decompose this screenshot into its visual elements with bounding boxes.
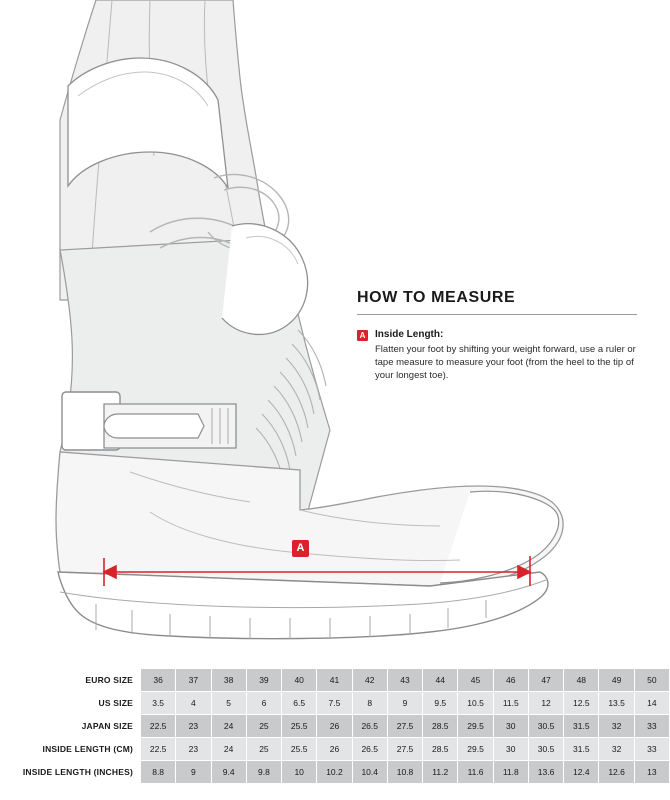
cell: 13 — [634, 761, 669, 784]
cell: 50 — [634, 669, 669, 692]
cell: 14 — [634, 692, 669, 715]
cell: 10 — [282, 761, 317, 784]
cell: 6.5 — [282, 692, 317, 715]
how-to-measure-entry-inside-length — [357, 329, 637, 382]
cell: 3.5 — [141, 692, 176, 715]
entry-label: Inside Length: — [375, 329, 444, 340]
measure-marker-a: A — [292, 540, 309, 557]
size-chart — [0, 668, 670, 784]
cell: 29.5 — [458, 715, 493, 738]
cell: 4 — [176, 692, 211, 715]
cell: 9.8 — [246, 761, 281, 784]
cell: 12.6 — [599, 761, 634, 784]
cell: 24 — [211, 715, 246, 738]
cell: 25.5 — [282, 715, 317, 738]
cell: 40 — [282, 669, 317, 692]
cell: 43 — [387, 669, 422, 692]
cell: 36 — [141, 669, 176, 692]
table-row — [1, 761, 670, 784]
cell: 41 — [317, 669, 352, 692]
cell: 29.5 — [458, 738, 493, 761]
cell: 46 — [493, 669, 528, 692]
cell: 10.5 — [458, 692, 493, 715]
cell: 25 — [246, 738, 281, 761]
cell: 11.8 — [493, 761, 528, 784]
cell: 32 — [599, 715, 634, 738]
cell: 31.5 — [564, 738, 599, 761]
cell: 30.5 — [528, 715, 563, 738]
cell: 33 — [634, 715, 669, 738]
badge-a-icon: A — [357, 330, 368, 341]
cell: 25.5 — [282, 738, 317, 761]
cell: 28.5 — [423, 738, 458, 761]
table-row — [1, 692, 670, 715]
cell: 12 — [528, 692, 563, 715]
cell: 8.8 — [141, 761, 176, 784]
cell: 32 — [599, 738, 634, 761]
cell: 6 — [246, 692, 281, 715]
cell: 30 — [493, 715, 528, 738]
cell: 24 — [211, 738, 246, 761]
boot-sole — [58, 572, 548, 639]
cell: 30.5 — [528, 738, 563, 761]
how-to-measure-panel — [357, 288, 637, 382]
cell: 13.6 — [528, 761, 563, 784]
cell: 42 — [352, 669, 387, 692]
cell: 25 — [246, 715, 281, 738]
cell: 22.5 — [141, 738, 176, 761]
cell: 31.5 — [564, 715, 599, 738]
row-label: EURO SIZE — [1, 669, 141, 692]
cell: 27.5 — [387, 738, 422, 761]
cell: 26.5 — [352, 715, 387, 738]
table-row — [1, 669, 670, 692]
cell: 48 — [564, 669, 599, 692]
cell: 9.5 — [423, 692, 458, 715]
cell: 39 — [246, 669, 281, 692]
cell: 8 — [352, 692, 387, 715]
cell: 47 — [528, 669, 563, 692]
row-label: JAPAN SIZE — [1, 715, 141, 738]
cell: 5 — [211, 692, 246, 715]
cell: 10.4 — [352, 761, 387, 784]
table-row — [1, 738, 670, 761]
cell: 9 — [176, 761, 211, 784]
table-row — [1, 715, 670, 738]
cell: 9.4 — [211, 761, 246, 784]
cell: 26 — [317, 738, 352, 761]
cell: 44 — [423, 669, 458, 692]
cell: 11.5 — [493, 692, 528, 715]
cell: 33 — [634, 738, 669, 761]
cell: 10.2 — [317, 761, 352, 784]
cell: 11.6 — [458, 761, 493, 784]
entry-description: Flatten your foot by shifting your weight forward, use a ruler or tape measure to measure your foot (from the heel to the tip of your longest toe). — [375, 344, 636, 381]
title-divider — [357, 314, 637, 315]
cell: 22.5 — [141, 715, 176, 738]
cell: 26 — [317, 715, 352, 738]
row-label: INSIDE LENGTH (INCHES) — [1, 761, 141, 784]
cell: 13.5 — [599, 692, 634, 715]
cell: 12.4 — [564, 761, 599, 784]
size-table — [0, 668, 670, 784]
cell: 11.2 — [423, 761, 458, 784]
cell: 38 — [211, 669, 246, 692]
cell: 28.5 — [423, 715, 458, 738]
cell: 49 — [599, 669, 634, 692]
cell: 45 — [458, 669, 493, 692]
cell: 9 — [387, 692, 422, 715]
cell: 10.8 — [387, 761, 422, 784]
cell: 27.5 — [387, 715, 422, 738]
how-to-measure-title: HOW TO MEASURE — [357, 289, 516, 306]
row-label: INSIDE LENGTH (CM) — [1, 738, 141, 761]
cell: 23 — [176, 738, 211, 761]
cell: 23 — [176, 715, 211, 738]
row-label: US SIZE — [1, 692, 141, 715]
cell: 12.5 — [564, 692, 599, 715]
cell: 7.5 — [317, 692, 352, 715]
cell: 30 — [493, 738, 528, 761]
cell: 37 — [176, 669, 211, 692]
cell: 26.5 — [352, 738, 387, 761]
